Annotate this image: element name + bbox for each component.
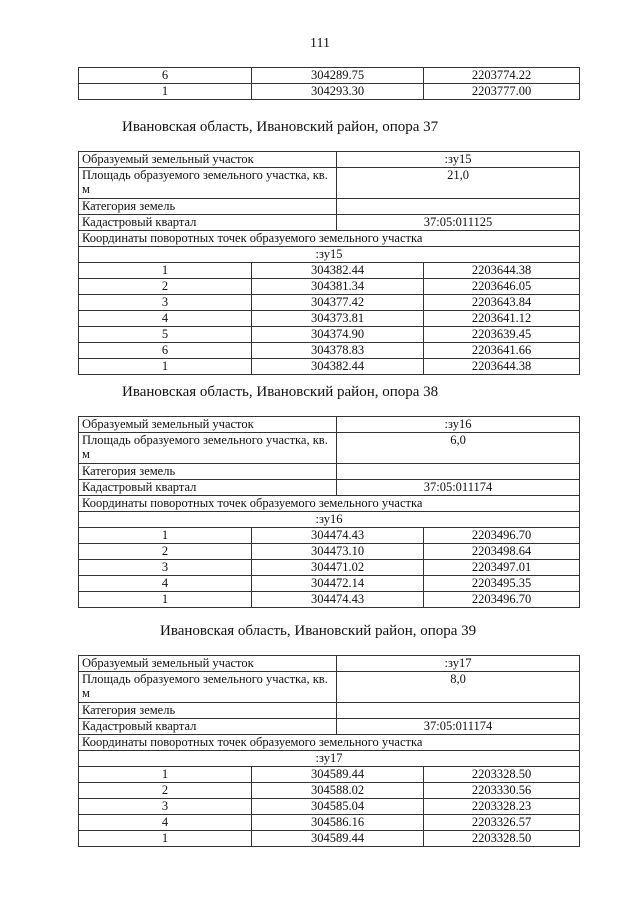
table-row (79, 263, 580, 279)
category-label: Категория земель (79, 464, 337, 480)
parcel-id-row (79, 512, 580, 528)
point-number: 2 (79, 783, 252, 799)
coord-y: 2203644.38 (424, 359, 580, 375)
point-number: 2 (79, 544, 252, 560)
coords-label: Координаты поворотных точек образуемого земельного участка (79, 735, 580, 751)
category-value (337, 464, 580, 480)
cadastral-value: 37:05:011174 (337, 480, 580, 496)
coord-y: 2203498.64 (424, 544, 580, 560)
coord-x: 304471.02 (252, 560, 424, 576)
category-label: Категория земель (79, 199, 337, 215)
coord-x: 304474.43 (252, 592, 424, 608)
point-number: 5 (79, 327, 252, 343)
category-row (79, 199, 580, 215)
category-value (337, 199, 580, 215)
section-heading: Ивановская область, Ивановский район, опора 39 (160, 623, 477, 639)
category-label: Категория земель (79, 703, 337, 719)
parcel-id: :зу15 (79, 247, 580, 263)
area-label: Площадь образуемого земельного участка, кв. м (79, 672, 337, 703)
parcel-table (78, 655, 580, 847)
coord-y: 2203497.01 (424, 560, 580, 576)
point-number: 1 (79, 767, 252, 783)
point-number: 4 (79, 311, 252, 327)
cadastral-label: Кадастровый квартал (79, 480, 337, 496)
table-row (79, 831, 580, 847)
point-number: 1 (79, 592, 252, 608)
table-row (79, 592, 580, 608)
parcel-value: :зу15 (337, 152, 580, 168)
parcel-value: :зу17 (337, 656, 580, 672)
category-value (337, 703, 580, 719)
table-row (79, 815, 580, 831)
coord-x: 304293.30 (252, 84, 424, 100)
section-heading: Ивановская область, Ивановский район, опора 38 (122, 384, 439, 400)
area-label: Площадь образуемого земельного участка, кв. м (79, 168, 337, 199)
coord-x: 304473.10 (252, 544, 424, 560)
coords-label: Координаты поворотных точек образуемого земельного участка (79, 496, 580, 512)
cadastral-row (79, 719, 580, 735)
coord-x: 304472.14 (252, 576, 424, 592)
table-row (79, 528, 580, 544)
point-number: 3 (79, 560, 252, 576)
area-label: Площадь образуемого земельного участка, кв. м (79, 433, 337, 464)
parcel-row (79, 417, 580, 433)
point-number: 4 (79, 576, 252, 592)
cadastral-value: 37:05:011125 (337, 215, 580, 231)
coord-y: 2203644.38 (424, 263, 580, 279)
table-row (79, 311, 580, 327)
point-number: 3 (79, 295, 252, 311)
cadastral-value: 37:05:011174 (337, 719, 580, 735)
coord-y: 2203328.23 (424, 799, 580, 815)
parcel-row (79, 152, 580, 168)
coord-y: 2203643.84 (424, 295, 580, 311)
table-row (79, 560, 580, 576)
coords-label: Координаты поворотных точек образуемого земельного участка (79, 231, 580, 247)
table-row (79, 767, 580, 783)
point-number: 6 (79, 343, 252, 359)
table-row (79, 279, 580, 295)
point-number: 1 (79, 263, 252, 279)
coord-x: 304377.42 (252, 295, 424, 311)
coord-x: 304585.04 (252, 799, 424, 815)
parcel-row (79, 656, 580, 672)
area-value: 21,0 (337, 168, 580, 199)
coord-y: 2203777.00 (424, 84, 580, 100)
parcel-value: :зу16 (337, 417, 580, 433)
parcel-id-row (79, 247, 580, 263)
coord-y: 2203495.35 (424, 576, 580, 592)
table-row (79, 799, 580, 815)
coord-x: 304289.75 (252, 68, 424, 84)
point-number: 1 (79, 831, 252, 847)
coord-y: 2203328.50 (424, 767, 580, 783)
coord-y: 2203639.45 (424, 327, 580, 343)
table-row (79, 343, 580, 359)
coord-x: 304589.44 (252, 767, 424, 783)
coord-y: 2203641.12 (424, 311, 580, 327)
area-row (79, 433, 580, 464)
coord-y: 2203774.22 (424, 68, 580, 84)
coord-y: 2203330.56 (424, 783, 580, 799)
coord-y: 2203496.70 (424, 592, 580, 608)
table-row (79, 295, 580, 311)
coord-y: 2203328.50 (424, 831, 580, 847)
parcel-table (78, 151, 580, 375)
page-number: 111 (310, 36, 330, 51)
area-value: 6,0 (337, 433, 580, 464)
coord-x: 304382.44 (252, 263, 424, 279)
table-row (79, 576, 580, 592)
table-row (79, 327, 580, 343)
coords-header-row (79, 496, 580, 512)
table-row (79, 68, 580, 84)
coord-x: 304588.02 (252, 783, 424, 799)
table-row (79, 84, 580, 100)
coord-x: 304586.16 (252, 815, 424, 831)
parcel-id: :зу16 (79, 512, 580, 528)
coord-x: 304474.43 (252, 528, 424, 544)
area-row (79, 168, 580, 199)
point-number: 6 (79, 68, 252, 84)
coord-y: 2203641.66 (424, 343, 580, 359)
coords-header-row (79, 231, 580, 247)
section-heading: Ивановская область, Ивановский район, опора 37 (122, 119, 439, 135)
point-number: 1 (79, 528, 252, 544)
coord-x: 304374.90 (252, 327, 424, 343)
table-row (79, 783, 580, 799)
parcel-id-row (79, 751, 580, 767)
table-row (79, 544, 580, 560)
parcel-label: Образуемый земельный участок (79, 417, 337, 433)
continuation-table (78, 67, 580, 100)
cadastral-row (79, 480, 580, 496)
coord-x: 304589.44 (252, 831, 424, 847)
coord-x: 304373.81 (252, 311, 424, 327)
coord-x: 304378.83 (252, 343, 424, 359)
coord-x: 304381.34 (252, 279, 424, 295)
cadastral-label: Кадастровый квартал (79, 719, 337, 735)
point-number: 1 (79, 359, 252, 375)
cadastral-row (79, 215, 580, 231)
coord-y: 2203496.70 (424, 528, 580, 544)
point-number: 1 (79, 84, 252, 100)
category-row (79, 464, 580, 480)
area-row (79, 672, 580, 703)
coord-y: 2203646.05 (424, 279, 580, 295)
table-row (79, 359, 580, 375)
category-row (79, 703, 580, 719)
point-number: 4 (79, 815, 252, 831)
parcel-id: :зу17 (79, 751, 580, 767)
point-number: 3 (79, 799, 252, 815)
point-number: 2 (79, 279, 252, 295)
parcel-label: Образуемый земельный участок (79, 656, 337, 672)
parcel-table (78, 416, 580, 608)
coord-y: 2203326.57 (424, 815, 580, 831)
area-value: 8,0 (337, 672, 580, 703)
coords-header-row (79, 735, 580, 751)
parcel-label: Образуемый земельный участок (79, 152, 337, 168)
coord-x: 304382.44 (252, 359, 424, 375)
cadastral-label: Кадастровый квартал (79, 215, 337, 231)
